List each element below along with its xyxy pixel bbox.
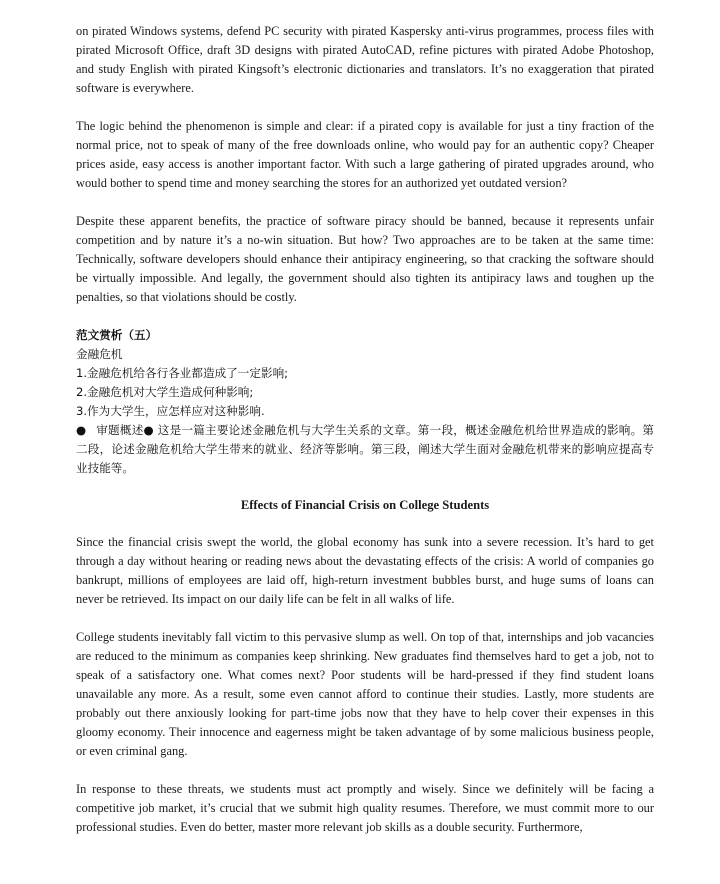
body-paragraph-3: Despite these apparent benefits, the practice of software piracy should be banned, because it represents unfair competition and by nature it’s a no-win situation. But how? Two approaches are to be taken at the same time: Technically, software developers should enhance their antipiracy engineering, so that cracking the software should be virtually impossible. And legally, the government should also tighten its antipiracy laws and toughen up the penalties, so that violations should be costly. bbox=[76, 214, 654, 304]
bullet-icon: ● bbox=[76, 423, 87, 437]
essay-paragraph-3: In response to these threats, we students must act promptly and wisely. Since we definitely will be facing a competitive job market, it’s crucial that we submit high quality resumes. Therefore, we must commit more to our professional studies. Even do better, master more relevant job skills as a double security. Furthermore, bbox=[76, 782, 654, 834]
essay-paragraph-2: College students inevitably fall victim to this pervasive slump as well. On top of that, internships and job vacancies are reduced to the minimum as companies keep shrinking. New graduates find themselves hard to get a job, not to speak of a satisfactory one. What comes next? Poor students will be hard-pressed if they find student loans unavailable any more. As a result, some even cannot afford to continue their studies. Lastly, more students are probably out there anxiously looking for part-time jobs now that they have to help cover their expenses in this gloomy economy. Their innocence and eagerness might be taken advantage of by some malicious business people, or even criminal gang. bbox=[76, 630, 654, 758]
topic-line: 金融危机 bbox=[76, 347, 123, 361]
body-paragraph-2: The logic behind the phenomenon is simple and clear: if a pirated copy is available for just a tiny fraction of the normal price, not to speak of many of the free downloads online, who would pay for an authentic copy? Cheaper prices aside, easy access is another important factor. With such a large gathering of pirated upgrades around, who would bother to spend time and money searching the stores for an authorized yet outdated version? bbox=[76, 119, 654, 190]
summary-text: 审题概述● 这是一篇主要论述金融危机与大学生关系的文章。第一段，概述金融危机给世界造成的影响。第二段，论述金融危机给大学生带来的就业、经济等影响。第三段，阐述大学生面对金融危机带来的影响应提高专业技能等。 bbox=[76, 423, 654, 475]
body-paragraph-1: on pirated Windows systems, defend PC security with pirated Kaspersky anti-virus programmes, process files with pirated Microsoft Office, draft 3D designs with pirated AutoCAD, refine pictures with pirated Adobe Photoshop, and study English with pirated Kingsoft’s electronic dictionaries and translators. It’s no exaggeration that pirated software is everywhere. bbox=[76, 24, 654, 95]
section-heading: 范文赏析（五） bbox=[76, 328, 158, 342]
document-page bbox=[76, 22, 654, 856]
point-1: 1.金融危机给各行各业都造成了一定影响; bbox=[76, 366, 289, 380]
chinese-analysis-section bbox=[76, 326, 654, 478]
essay-title: Effects of Financial Crisis on College Students bbox=[240, 498, 490, 512]
essay-paragraph-1: Since the financial crisis swept the world, the global economy has sunk into a severe recession. It’s hard to get through a day without hearing or reading news about the devastating effects of the crisis: A world of companies go bankrupt, millions of employees are laid off, high-return investment bubbles burst, and huge sums of loans can never be retrieved. Its impact on our daily life can be felt in all walks of life. bbox=[76, 535, 654, 606]
summary-paragraph bbox=[76, 421, 654, 478]
point-2: 2.金融危机对大学生造成何种影响; bbox=[76, 385, 254, 399]
point-3: 3.作为大学生，应怎样应对这种影响. bbox=[76, 404, 265, 418]
